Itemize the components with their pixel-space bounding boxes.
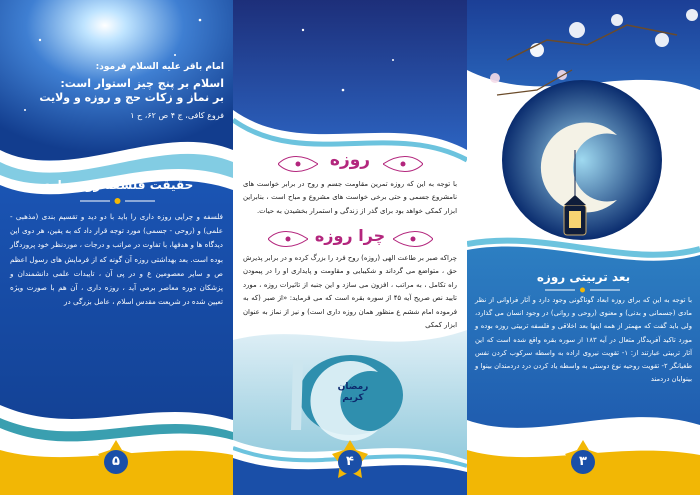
left-panel — [0, 0, 233, 495]
right-section-body: با توجه به این که برای روزه ابعاد گوناگونی وجود دارد و آثار فراوانی از نظر مادی (جسمانی و بدنی) و معنوی (روحی و روانی) در وجود انسان می گذارد، ولی باید گفت که مهمتر از همه اینها بعد اخلاقی و فلسفه تربیتی روزه بوده و مورد تاکید آفریدگار متعال در آیه ۱۸۳ از سوره بقره واقع شده است که این آثار تربیتی عبارتند از: ۱- تقویت نیروی اراده به واسطه سرکوب کردن نفس طغیانگر ۲- تقویت روحیه نوع دوستی به واسطه یاد کردن درد دردمندان بینوا و بینوایان دردمند — [475, 296, 692, 384]
hadith-source: فروع کافی، ج ۴ ص ۶۲، ح ۱ — [130, 111, 224, 120]
ornament-divider-icon — [545, 286, 620, 294]
hadith-intro: امام باقر علیه السلام فرمود: — [95, 62, 224, 72]
right-panel-background — [467, 0, 700, 495]
section-title-ruzeh: روزه — [329, 150, 371, 170]
right-panel — [467, 0, 700, 495]
page-number-3: ۳ — [579, 454, 587, 469]
page-number-5: ۵ — [112, 454, 120, 469]
ramadan-kareem-calligraphy: رمضان کریم — [337, 382, 369, 403]
section-title-chera-ruzeh: چرا روزه — [314, 226, 386, 245]
hadith-quote-line-2: بر نماز و زکات حج و روزه و ولایت — [39, 91, 224, 104]
middle-panel — [233, 0, 467, 495]
hadith-block — [14, 62, 224, 120]
section-body-chera-ruzeh: چراکه صبر بر طاعت الهی (روزه) روح فرد را بزرگ کرده و در برابر پذیرش حق ، متواضع می گرداند و شکیبایی و مقاومت و پایداری او را در پیمودن راه تکامل ، به مراتب ، افزون می سازد و این جنبه از تاثیرات روزه ، مورد تایید نص صریح آیه ۴۵ از سوره بقره است که می فرماید: «از صبر (که به فرموده امام ششم ع منظور همان روزه داری است) و نیز از نماز به عنوان ابزار کمکی — [243, 254, 457, 330]
page-number-4: ۴ — [346, 454, 354, 469]
section-body-ruzeh: با توجه به این که روزه تمرین مقاومت جسم و روح در برابر خواست های نامشروع جسمی و حتی برخی خواست های مشروع و مباح است ، بنابراین ابزار کمکی خواهد بود برای گذر از زندگی و استمرار بخشیدن به حیات. — [243, 180, 457, 215]
right-section-title: بعد تربیتی روزه — [536, 270, 631, 284]
left-section-title: حقیقت فلسفه روزه داری — [39, 178, 194, 192]
ornament-divider-icon — [80, 196, 155, 206]
left-section-body: فلسفه و چرایی روزه داری را باید با دو دید و تقسیم بندی (مذهبی - علمی) و (روحی - جسمی) مورد توجه قرار داد که به یقین، هر دوی این دیدگاه ها و هدفها، با تفاوت در مراتب و درجات ، موردنظر خود پروردگار بوده است. بعد بهداشتی روزه آن گونه که از فرمایش های رسول اعظم ص و سایر معصومین ع و در پی آن ، تایبدات علمی دانشمندان و پزشکان دوره معاصر برمی آید ، روزه داری ، آن هم با صورت ویژه تعیین شده در شریعت مقدس اسلام ، عامل بزرگی در — [10, 212, 223, 307]
hadith-quote-line-1: اسلام بر پنج چیز استوار است: — [60, 77, 224, 90]
